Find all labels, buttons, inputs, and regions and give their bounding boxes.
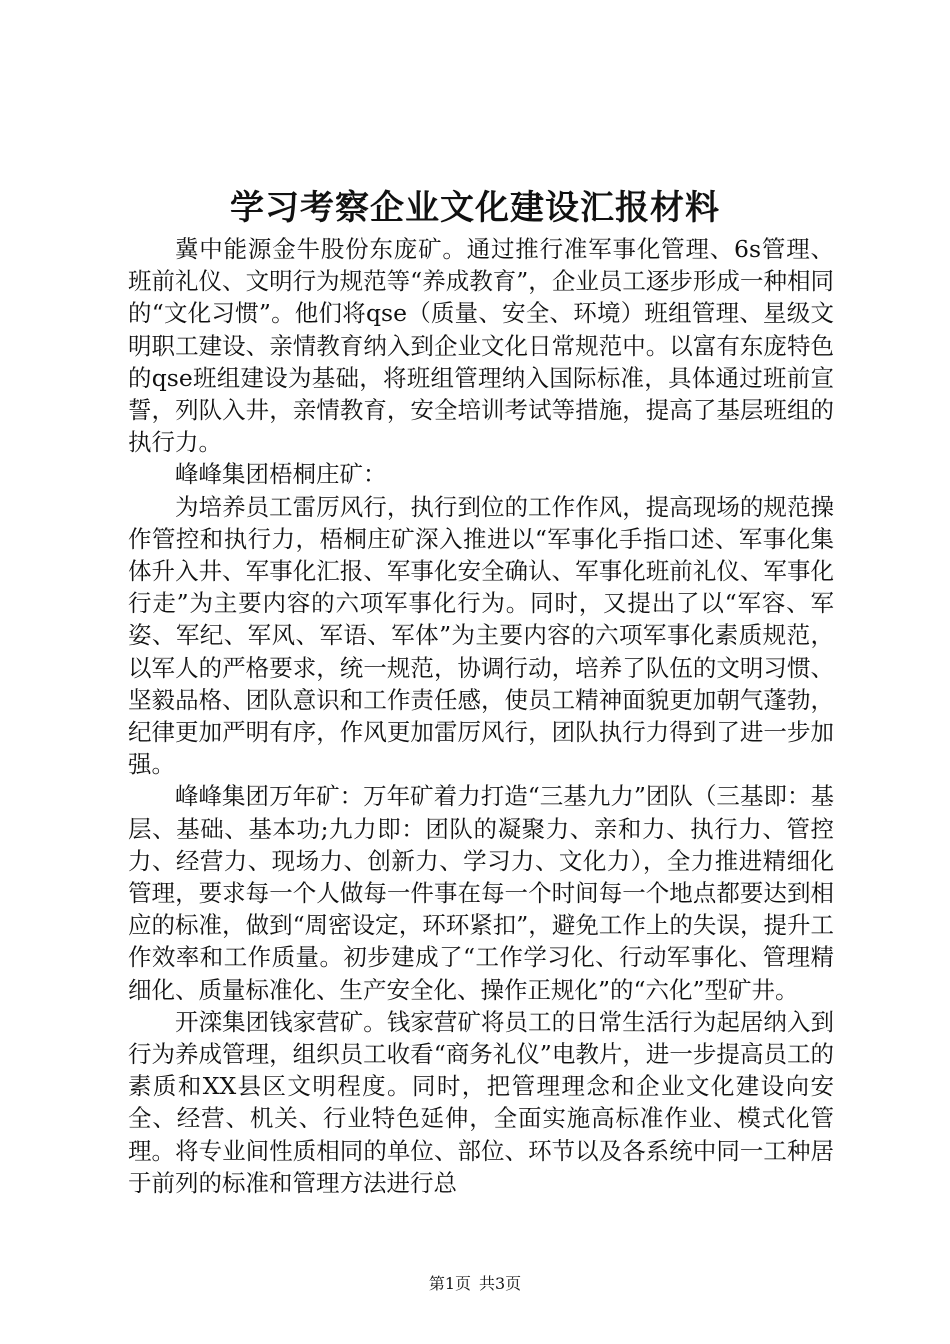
document-body	[128, 233, 834, 1199]
document-title: 学习考察企业文化建设汇报材料	[230, 188, 720, 228]
paragraph-wutongzhuang: 为培养员工雷厉风行，执行到位的工作作风，提高现场的规范操作管控和执行力，梧桐庄矿深入推进以“军事化手指口述、军事化集体升入井、军事化汇报、军事化安全确认、军事化班前礼仪、军事化行走”为主要内容的六项军事化行为。同时，又提出了以“军容、军姿、军纪、军风、军语、军体”为主要内容的六项军事化素质规范，以军人的严格要求，统一规范，协调行动，培养了队伍的文明习惯、坚毅品格、团队意识和工作责任感，使员工精神面貌更加朝气蓬勃，纪律更加严明有序，作风更加雷厉风行，团队执行力得到了进一步加强。	[128, 492, 834, 779]
paragraph-dongpang: 冀中能源金牛股份东庞矿。通过推行准军事化管理、6s管理、班前礼仪、文明行为规范等“养成教育”，企业员工逐步形成一种相同的“文化习惯”。他们将qse（质量、安全、环境）班组管理、星级文明职工建设、亲情教育纳入到企业文化日常规范中。以富有东庞特色的qse班组建设为基础，将班组管理纳入国际标准，具体通过班前宣誓，列队入井，亲情教育，安全培训考试等措施，提高了基层班组的执行力。	[128, 235, 834, 457]
paragraph-qianjiaying: 开滦集团钱家营矿。钱家营矿将员工的日常生活行为起居纳入到行为养成管理，组织员工收看“商务礼仪”电教片，进一步提高员工的素质和XX县区文明程度。同时，把管理理念和企业文化建设向安全、经营、机关、行业特色延伸，全面实施高标准作业、模式化管理。将专业间性质相同的单位、部位、环节以及各系统中同一工种居于前列的标准和管理方法进行总	[128, 1007, 834, 1197]
page-number: 第1页	[428, 1274, 471, 1293]
paragraph-wannian: 峰峰集团万年矿：万年矿着力打造“三基九力”团队（三基即：基层、基础、基本功;九力即：团队的凝聚力、亲和力、执行力、管控力、经营力、现场力、创新力、学习力、文化力），全力推进精细化管理，要求每一个人做每一件事在每一个时间每一个地点都要达到相应的标准，做到“周密设定，环环紧扣”，避免工作上的失误，提升工作效率和工作质量。初步建成了“工作学习化、行动军事化、管理精细化、质量标准化、生产安全化、操作正规化”的“六化”型矿井。	[128, 782, 834, 1004]
page-footer	[0, 1274, 950, 1294]
page-total: 共3页	[479, 1274, 522, 1293]
paragraph-wutongzhuang-heading: 峰峰集团梧桐庄矿：	[175, 460, 387, 489]
